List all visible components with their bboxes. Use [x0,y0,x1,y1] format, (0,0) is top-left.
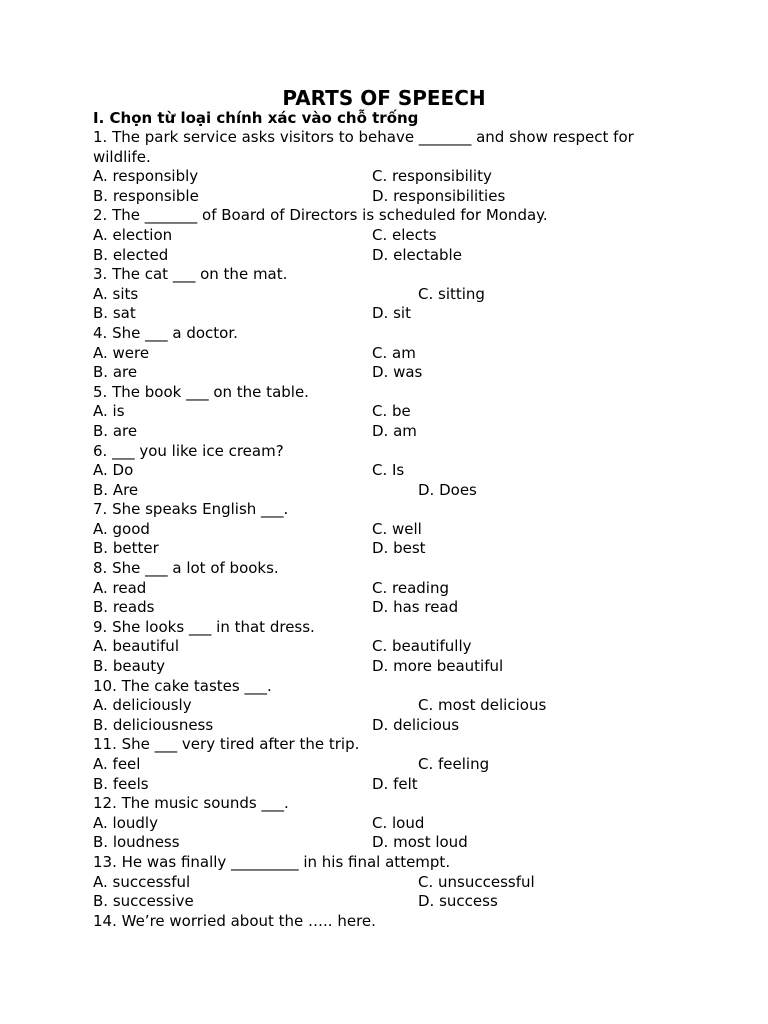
option-row [93,226,693,246]
question-text: 3. The cat ___ on the mat. [93,265,288,284]
page-title: PARTS OF SPEECH [282,86,486,110]
option-d: D. sit [372,304,411,323]
option-row [93,873,693,893]
option-row [93,344,693,364]
option-c: C. feeling [418,755,490,773]
option-row [93,637,693,657]
option-b: B. deliciousness [93,715,214,734]
option-c: C. sitting [418,284,485,303]
question-text: 8. She ___ a lot of books. [93,559,279,578]
option-c: C. well [372,519,422,538]
question-text: 14. We’re worried about the ….. here. [93,911,376,930]
question-text: 7. She speaks English ___. [93,500,289,519]
option-b: B. Are [93,480,139,499]
option-b: B. successive [93,892,194,911]
option-row [93,304,693,324]
option-row [93,187,693,207]
section-heading: I. Chọn từ loại chính xác vào chỗ trống [93,109,419,127]
option-row [93,755,693,775]
option-row [93,481,693,501]
option-c: C. elects [372,225,437,244]
option-b: B. reads [93,598,155,617]
option-c: C. Is [372,461,405,480]
option-b: B. elected [93,245,169,264]
option-d: D. delicious [372,715,460,734]
option-b: B. beauty [93,657,166,676]
question-text: 5. The book ___ on the table. [93,382,309,401]
option-a: A. sits [93,284,139,303]
option-row [93,422,693,442]
option-a: A. read [93,578,147,597]
option-b: B. better [93,539,159,558]
question-text: 6. ___ you like ice cream? [93,441,284,460]
question-text: 1. The park service asks visitors to behave _______ and show respect for wildlife. [93,128,634,166]
option-row [93,461,693,481]
option-row [93,285,693,305]
question-list [93,128,693,931]
option-d: D. success [418,892,498,911]
option-a: A. were [93,343,150,362]
option-c: C. responsibility [372,167,492,186]
option-c: C. loud [372,813,425,832]
option-b: B. are [93,363,138,382]
option-row [93,539,693,559]
option-d: D. was [372,363,423,382]
option-a: A. Do [93,461,134,480]
option-a: A. good [93,519,150,538]
option-d: D. has read [372,598,459,617]
question-text: 11. She ___ very tired after the trip. [93,735,360,754]
option-a: A. loudly [93,813,158,832]
question-text: 4. She ___ a doctor. [93,323,238,342]
option-c: C. beautifully [372,637,472,656]
option-d: D. best [372,539,426,558]
option-d: D. more beautiful [372,657,504,676]
option-c: C. am [372,343,416,362]
option-b: B. loudness [93,833,180,852]
option-row [93,814,693,834]
option-row [93,696,693,716]
option-b: B. feels [93,774,149,793]
option-row [93,246,693,266]
option-row [93,598,693,618]
option-b: B. are [93,421,138,440]
option-row [93,579,693,599]
option-c: C. reading [372,578,449,597]
option-row [93,892,693,912]
option-row [93,716,693,736]
option-row [93,402,693,422]
option-d: D. am [372,421,417,440]
option-a: A. feel [93,755,141,773]
option-b: B. sat [93,304,136,323]
option-a: A. is [93,402,125,421]
option-a: A. beautiful [93,637,179,656]
option-d: D. electable [372,245,462,264]
option-row [93,775,693,795]
option-d: D. most loud [372,833,468,852]
option-c: C. be [372,402,411,421]
option-row [93,167,693,187]
option-row [93,363,693,383]
option-a: A. successful [93,872,191,891]
option-a: A. election [93,225,173,244]
option-row [93,657,693,677]
option-row [93,520,693,540]
option-b: B. responsible [93,186,199,205]
question-text: 9. She looks ___ in that dress. [93,617,315,636]
option-d: D. felt [372,774,418,793]
option-row [93,833,693,853]
option-a: A. responsibly [93,167,199,186]
question-text: 2. The _______ of Board of Directors is scheduled for Monday. [93,206,548,225]
question-text: 10. The cake tastes ___. [93,676,272,695]
option-c: C. most delicious [418,696,547,715]
question-text: 13. He was finally _________ in his final attempt. [93,852,451,871]
option-a: A. deliciously [93,696,192,715]
option-d: D. Does [418,480,477,499]
question-text: 12. The music sounds ___. [93,794,289,813]
option-c: C. unsuccessful [418,872,535,891]
option-d: D. responsibilities [372,186,506,205]
